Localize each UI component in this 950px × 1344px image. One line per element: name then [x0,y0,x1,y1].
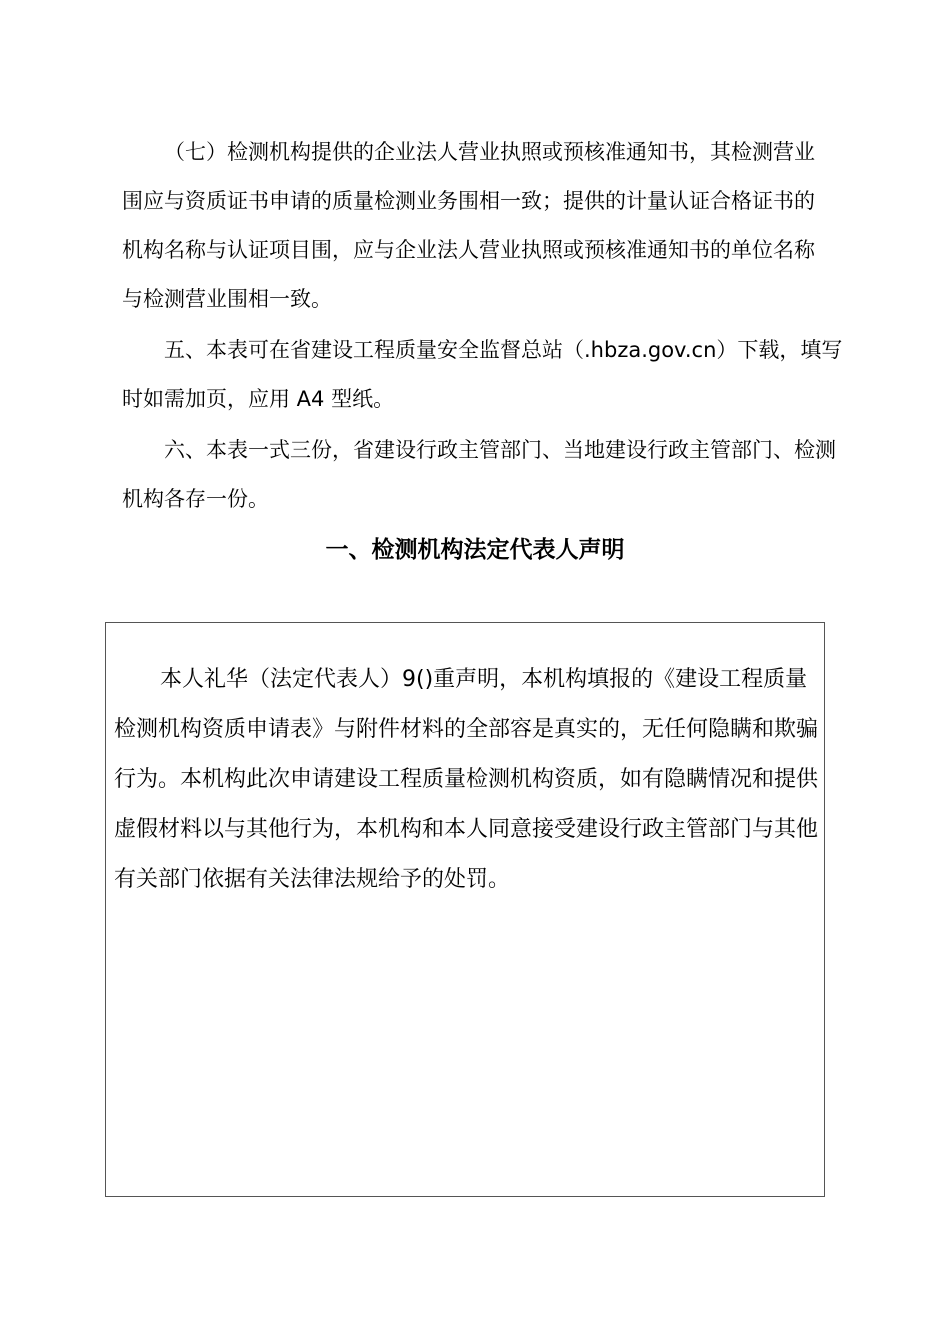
note-item-6: 六、本表一式三份，省建设行政主管部门、当地建设行政主管部门、检测机构各存一份。 [122,438,836,511]
note-item-5: 五、本表可在省建设工程质量安全监督总站（.hbza.gov.cn）下载，填写时如需加页，应用 A4 型纸。 [122,338,843,411]
declaration-box [105,622,825,1197]
declaration-text: 本人礼华（法定代表人）9()重声明，本机构填报的《建设工程质量检测机构资质申请表》与附件材料的全部容是真实的，无任何隐瞒和欺骗行为。本机构此次申请建设工程质量检测机构资质，如有隐瞒情况和提供虚假材料以与其他行为，本机构和本人同意接受建设行政主管部门与其他有关部门依据有关法律法规给予的处罚。 [114,667,819,892]
note-item-7: （七）检测机构提供的企业法人营业执照或预核准通知书，其检测营业围应与资质证书申请的质量检测业务围相一致；提供的计量认证合格证书的机构名称与认证项目围，应与企业法人营业执照或预核准通知书的单位名称与检测营业围相一致。 [122,140,815,311]
section-heading: 一、检测机构法定代表人声明 [325,537,625,563]
